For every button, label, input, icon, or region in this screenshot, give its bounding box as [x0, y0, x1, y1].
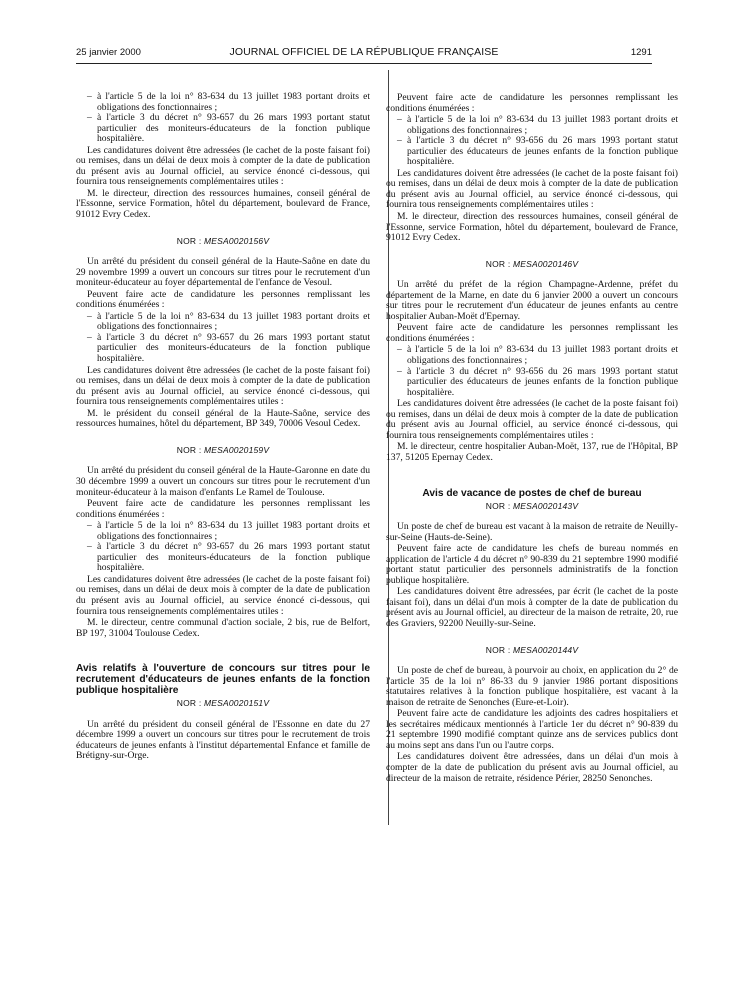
paragraph: Un arrêté du préfet de la région Champagne-Ardenne, préfet du département de la Marne, en date du 6 janvier 2000 a ouvert un concours sur titres pour le recrutement d'un éducateur de jeunes enfants au centre hospitalier Auban-Moët d'Epernay. [386, 279, 678, 322]
paragraph: Peuvent faire acte de candidature les personnes remplissant les conditions énumérées : [76, 288, 370, 311]
list-item: – à l'article 5 de la loi n° 83-634 du 13 juillet 1983 portant droits et obligations des fonctionnaires ; [76, 312, 370, 333]
list-item: – à l'article 3 du décret n° 93-657 du 26 mars 1993 portant statut particulier des moniteurs-éducateurs de la fonction publique hospitalière. [76, 542, 370, 574]
address-paragraph: M. le directeur, centre communal d'action sociale, 2 bis, rue de Belfort, BP 197, 31004 Toulouse Cedex. [76, 617, 370, 639]
conditions-list [386, 115, 678, 168]
list-item: – à l'article 5 de la loi n° 83-634 du 13 juillet 1983 portant droits et obligations des fonctionnaires ; [386, 115, 678, 136]
paragraph: Peuvent faire acte de candidature les personnes remplissant les conditions énumérées : [386, 322, 678, 344]
list-item: – à l'article 5 de la loi n° 83-634 du 13 juillet 1983 portant droits et obligations des fonctionnaires ; [76, 92, 370, 113]
nor-label: NOR : [485, 258, 511, 269]
list-item: – à l'article 3 du décret n° 93-656 du 26 mars 1993 portant statut particulier des éducateurs de jeunes enfants de la fonction publique hospitalière. [386, 136, 678, 168]
nor-code: MESA0020151V [203, 698, 270, 709]
paragraph: Un arrêté du président du conseil général de la Haute-Garonne en date du 30 décembre 1999 a ouvert un concours sur titres pour le recrutement d'un moniteur-éducateur à la maison d'enfants Le Ramel de Toulouse. [76, 465, 370, 498]
nor-code: MESA0020159V [203, 444, 270, 455]
nor-code: MESA0020143V [512, 500, 579, 511]
nor-reference [386, 645, 678, 656]
paragraph: Peuvent faire acte de candidature les personnes remplissant les conditions énumérées : [76, 498, 370, 520]
paragraph: Les candidatures doivent être adressées, par écrit (le cachet de la poste faisant foi), dans un délai d'un mois à compter de la date de publication du présent avis au Journal officiel, au directeur de la maison de retraite, 20, rue des Graviers, 92200 Neuilly-sur-Seine. [386, 586, 678, 629]
address-paragraph: M. le président du conseil général de la Haute-Saône, service des ressources humaines, hôtel du département, BP 349, 70006 Vesoul Cedex. [76, 407, 370, 430]
list-item: – à l'article 3 du décret n° 93-656 du 26 mars 1993 portant statut particulier des éducateurs de jeunes enfants de la fonction publique hospitalière. [386, 367, 678, 399]
nor-reference [386, 501, 678, 512]
paragraph: Les candidatures doivent être adressées (le cachet de la poste faisant foi) ou remises, dans un délai de deux mois à compter de la date de publication du présent avis au Journal officiel, au service énoncé ci-dessous, qui fournira tous renseignements complémentaires utiles : [386, 398, 678, 441]
nor-label: NOR : [176, 444, 202, 455]
conditions-list [386, 345, 678, 398]
paragraph: Un poste de chef de bureau est vacant à la maison de retraite de Neuilly-sur-Seine (Hauts-de-Seine). [386, 521, 678, 543]
list-item: – à l'article 3 du décret n° 93-657 du 26 mars 1993 portant statut particulier des moniteurs-éducateurs de la fonction publique hospitalière. [76, 333, 370, 365]
nor-label: NOR : [176, 698, 202, 709]
list-item: – à l'article 5 de la loi n° 83-634 du 13 juillet 1983 portant droits et obligations des fonctionnaires ; [76, 521, 370, 542]
paragraph: Les candidatures doivent être adressées, dans un délai d'un mois à compter de la date de publication du présent avis au Journal officiel, au directeur de la maison de retraite, résidence Périer, 28250 Senonches. [386, 751, 678, 784]
address-paragraph: M. le directeur, direction des ressources humaines, conseil général de l'Essonne, service Formation, hôtel du département, boulevard de France, 91012 Evry Cedex. [76, 187, 370, 221]
nor-code: MESA0020156V [203, 235, 270, 246]
paragraph: Un arrêté du président du conseil général de l'Essonne en date du 27 décembre 1999 a ouvert un concours sur titres pour le recrutement de trois éducateurs de jeunes enfants à l'institut départemental Enfance et famille de Brétigny-sur-Orge. [76, 718, 370, 762]
list-item: – à l'article 5 de la loi n° 83-634 du 13 juillet 1983 portant droits et obligations des fonctionnaires ; [386, 345, 678, 366]
header-date: 25 janvier 2000 [76, 47, 141, 58]
paragraph: Les candidatures doivent être adressées (le cachet de la poste faisant foi) ou remises, dans un délai de deux mois à compter de la date de publication du présent avis au Journal officiel, au service énoncé ci-dessous, qui fournira tous renseignements complémentaires utiles : [76, 364, 370, 408]
left-column [76, 92, 370, 763]
address-paragraph: M. le directeur, centre hospitalier Auban-Moët, 137, rue de l'Hôpital, BP 137, 51205 Epernay Cedex. [386, 441, 678, 463]
nor-label: NOR : [485, 500, 511, 511]
page-header [76, 47, 652, 61]
nor-reference [76, 698, 370, 709]
nor-reference [76, 236, 370, 247]
paragraph: Un arrêté du président du conseil général de la Haute-Saône en date du 29 novembre 1999 a ouvert un concours sur titres pour le recrutement d'un moniteur-éducateur au foyer départemental de l'enfance de Vesoul. [76, 256, 370, 289]
conditions-list [76, 521, 370, 574]
paragraph: Les candidatures doivent être adressées (le cachet de la poste faisant foi) ou remises, dans un délai de deux mois à compter de la date de publication du présent avis au Journal officiel, au service énoncé ci-dessous, qui fournira tous renseignements complémentaires utiles : [76, 573, 370, 617]
paragraph: Les candidatures doivent être adressées (le cachet de la poste faisant foi) ou remises, dans un délai de deux mois à compter de la date de publication du présent avis au Journal officiel, au service énoncé ci-dessous, qui fournira tous renseignements complémentaires utiles : [386, 167, 678, 211]
section-title: Avis relatifs à l'ouverture de concours sur titres pour le recrutement d'éducateurs de jeunes enfants de la fonction publique hospitalière [76, 663, 370, 697]
paragraph: Un poste de chef de bureau, à pourvoir au choix, en application du 2° de l'article 35 de la loi n° 86-33 du 9 janvier 1986 portant dispositions statutaires relatives à la fonction publique hospitalière, est vacant à la maison de retraite de Senonches (Eure-et-Loir). [386, 665, 678, 708]
paragraph: Peuvent faire acte de candidature les chefs de bureau nommés en application de l'article 4 du décret n° 90-839 du 21 septembre 1990 modifié portant statut particulier des personnels administratifs de la fonction publique hospitalière. [386, 543, 678, 586]
nor-label: NOR : [485, 644, 511, 655]
paragraph: Peuvent faire acte de candidature les personnes remplissant les conditions énumérées : [386, 92, 678, 114]
nor-reference [76, 445, 370, 456]
paragraph: Peuvent faire acte de candidature les adjoints des cadres hospitaliers et les secrétaires médicaux mentionnés à l'article 1er du décret n° 90-839 du 21 septembre 1990 modifié comptant quinze ans de services publics dont au moins sept ans dans l'un ou l'autre corps. [386, 708, 678, 751]
conditions-list [76, 312, 370, 365]
nor-label: NOR : [176, 235, 202, 246]
conditions-list [76, 92, 370, 145]
nor-code: MESA0020144V [512, 644, 579, 655]
section-title: Avis de vacance de postes de chef de bureau [422, 487, 642, 499]
list-item: – à l'article 3 du décret n° 93-657 du 26 mars 1993 portant statut particulier des moniteurs-éducateurs de la fonction publique hospitalière. [76, 113, 370, 145]
header-rule [76, 63, 652, 64]
address-paragraph: M. le directeur, direction des ressources humaines, conseil général de l'Essonne, service Formation, hôtel du département, boulevard de France, 91012 Evry Cedex. [386, 211, 678, 244]
right-column [386, 93, 678, 785]
nor-code: MESA0020146V [512, 258, 579, 269]
paragraph: Les candidatures doivent être adressées (le cachet de la poste faisant foi) ou remises, dans un délai de deux mois à compter de la date de publication du présent avis au Journal officiel, au service énoncé ci-dessous, qui fournira tous renseignements complémentaires utiles : [76, 144, 370, 188]
nor-reference [386, 259, 678, 270]
header-title: JOURNAL OFFICIEL DE LA RÉPUBLIQUE FRANÇAISE [229, 46, 499, 58]
header-page-number: 1291 [630, 47, 652, 58]
